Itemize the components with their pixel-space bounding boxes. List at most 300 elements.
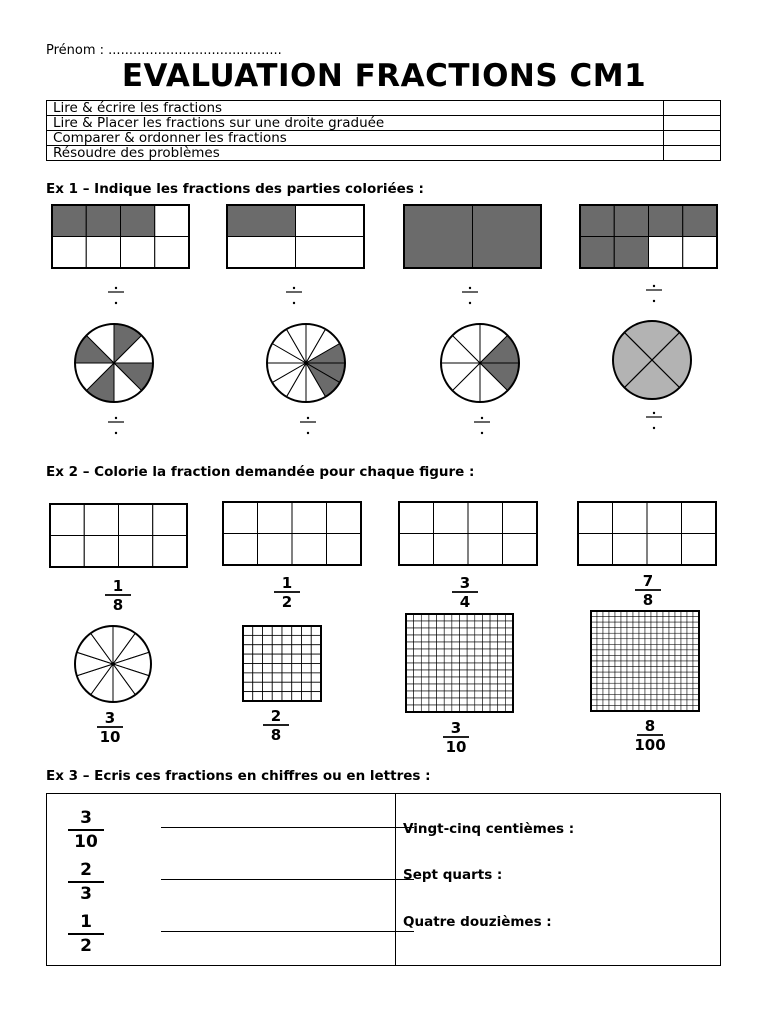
grid-cell (597, 622, 603, 628)
skill-row (47, 146, 721, 161)
skill-label: Lire & écrire les fractions (47, 101, 664, 116)
grid-cell (437, 635, 445, 642)
numerator: 1 (112, 577, 124, 595)
grid-cell (253, 673, 263, 682)
grid-cell (434, 534, 469, 566)
grid-cell (263, 664, 273, 673)
grid-cell (475, 705, 483, 712)
grid-cell (663, 661, 669, 667)
grid-cell (444, 698, 452, 705)
grid-cell (597, 633, 603, 639)
score-cell[interactable] (664, 131, 721, 146)
grid-cell (452, 649, 460, 656)
grid-cell (597, 644, 603, 650)
grid-cell (647, 502, 682, 534)
fraction-label (634, 717, 665, 754)
ex1-rectangle (227, 205, 364, 268)
grid-cell (490, 691, 498, 698)
grid-cell (498, 642, 506, 649)
grid-cell (505, 677, 513, 684)
ex2-grid-small (243, 626, 321, 701)
fraction-label (274, 574, 300, 611)
grid-cell (683, 237, 717, 269)
numerator: 8 (644, 717, 656, 735)
grid-cell (687, 622, 693, 628)
grid-cell (603, 617, 609, 623)
grid-cell (621, 617, 627, 623)
grid-cell (633, 633, 639, 639)
grid-cell (475, 698, 483, 705)
grid-cell (421, 614, 429, 621)
grid-cell (272, 654, 282, 663)
grid-cell (614, 205, 648, 237)
grid-cell (282, 645, 292, 654)
grid-cell (663, 678, 669, 684)
grid-cell (639, 694, 645, 700)
grid-cell (467, 621, 475, 628)
grid-cell (663, 622, 669, 628)
ex1-figures (0, 195, 768, 455)
grid-cell (243, 645, 253, 654)
grid-cell (243, 673, 253, 682)
grid-cell (669, 644, 675, 650)
denominator-dot (653, 427, 655, 429)
grid-cell (467, 649, 475, 656)
grid-cell (615, 683, 621, 689)
grid-cell (243, 664, 253, 673)
grid-cell (505, 621, 513, 628)
grid-cell (651, 655, 657, 661)
grid-cell (467, 628, 475, 635)
grid-cell (657, 644, 663, 650)
grid-cell (615, 650, 621, 656)
grid-cell (578, 534, 613, 566)
grid-cell (468, 534, 503, 566)
grid-cell (227, 237, 296, 269)
ex3-heading: Ex 3 – Ecris ces fractions en chiffres ou en lettres : (46, 768, 431, 784)
grid-cell (597, 689, 603, 695)
grid-cell (498, 614, 506, 621)
grid-cell (615, 639, 621, 645)
grid-cell (687, 639, 693, 645)
grid-cell (627, 628, 633, 634)
score-cell[interactable] (664, 146, 721, 161)
grid-cell (292, 664, 302, 673)
grid-cell (663, 628, 669, 634)
score-cell[interactable] (664, 101, 721, 116)
grid-cell (253, 682, 263, 691)
grid-cell (467, 670, 475, 677)
grid-cell (681, 700, 687, 706)
grid-cell (296, 237, 365, 269)
grid-cell (505, 691, 513, 698)
grid-cell (645, 667, 651, 673)
grid-cell (639, 683, 645, 689)
grid-cell (651, 650, 657, 656)
grid-cell (663, 644, 669, 650)
answer-blank (646, 412, 662, 429)
grid-cell (406, 614, 414, 621)
grid-cell (121, 237, 155, 269)
grid-cell (639, 633, 645, 639)
grid-cell (452, 642, 460, 649)
grid-cell (615, 689, 621, 695)
grid-cell (490, 628, 498, 635)
grid-cell (467, 642, 475, 649)
numerator-dot (115, 417, 117, 419)
grid-cell (657, 661, 663, 667)
grid-cell (687, 661, 693, 667)
grid-cell (687, 678, 693, 684)
grid-cell (452, 705, 460, 712)
grid-cell (597, 700, 603, 706)
grid-cell (645, 661, 651, 667)
denominator: 8 (642, 591, 654, 609)
numerator: 1 (281, 574, 293, 592)
ex1-heading: Ex 1 – Indique les fractions des parties coloriées : (46, 181, 424, 197)
grid-cell (460, 705, 468, 712)
grid-cell (645, 639, 651, 645)
grid-cell (597, 672, 603, 678)
grid-cell (651, 617, 657, 623)
grid-cell (639, 628, 645, 634)
grid-cell (429, 656, 437, 663)
ex3-fraction (68, 809, 104, 852)
grid-cell (615, 617, 621, 623)
grid-cell (50, 504, 84, 536)
grid-cell (597, 678, 603, 684)
fraction-label (443, 719, 469, 756)
ex1-rectangle (52, 205, 189, 268)
grid-cell (490, 621, 498, 628)
grid-cell (681, 661, 687, 667)
grid-cell (651, 667, 657, 673)
grid-cell (609, 694, 615, 700)
grid-cell (651, 700, 657, 706)
grid-cell (669, 683, 675, 689)
grid-cell (649, 237, 683, 269)
grid-cell (505, 642, 513, 649)
grid-cell (627, 633, 633, 639)
denominator-dot (293, 302, 295, 304)
grid-cell (475, 663, 483, 670)
grid-cell (119, 504, 153, 536)
grid-cell (627, 650, 633, 656)
grid-cell (498, 628, 506, 635)
skill-label: Lire & Placer les fractions sur une droite graduée (47, 116, 664, 131)
denominator-dot (115, 432, 117, 434)
grid-cell (429, 705, 437, 712)
grid-cell (681, 628, 687, 634)
grid-cell (467, 663, 475, 670)
grid-cell (468, 502, 503, 534)
grid-cell (263, 645, 273, 654)
grid-cell (669, 639, 675, 645)
grid-cell (645, 655, 651, 661)
denominator-dot (469, 302, 471, 304)
grid-cell (633, 617, 639, 623)
grid-cell (609, 655, 615, 661)
grid-cell (253, 664, 263, 673)
grid-cell (406, 677, 414, 684)
grid-cell (645, 622, 651, 628)
grid-cell (444, 614, 452, 621)
grid-cell (681, 655, 687, 661)
grid-cell (429, 663, 437, 670)
answer-line[interactable] (161, 879, 414, 880)
grid-cell (429, 635, 437, 642)
grid-cell (460, 684, 468, 691)
grid-cell (482, 677, 490, 684)
grid-cell (444, 642, 452, 649)
grid-cell (675, 678, 681, 684)
numerator: 3 (80, 808, 92, 828)
answer-blank (462, 287, 478, 304)
grid-cell (437, 649, 445, 656)
grid-cell (282, 692, 292, 701)
grid-cell (649, 205, 683, 237)
answer-blank (286, 287, 302, 304)
fraction-label (263, 707, 289, 744)
grid-cell (444, 684, 452, 691)
grid-cell (505, 614, 513, 621)
grid-cell (621, 683, 627, 689)
grid-cell (490, 663, 498, 670)
grid-cell (663, 689, 669, 695)
numerator: 3 (450, 719, 462, 737)
grid-cell (452, 670, 460, 677)
grid-cell (633, 628, 639, 634)
grid-cell (282, 635, 292, 644)
grid-cell (475, 614, 483, 621)
grid-cell (647, 534, 682, 566)
grid-cell (505, 684, 513, 691)
grid-cell (243, 626, 253, 635)
grid-cell (505, 670, 513, 677)
grid-cell (580, 205, 614, 237)
grid-cell (414, 656, 422, 663)
grid-cell (621, 628, 627, 634)
ex1-rectangle (580, 205, 717, 268)
grid-cell (258, 534, 293, 566)
grid-cell (633, 661, 639, 667)
grid-cell (675, 617, 681, 623)
grid-cell (503, 502, 538, 534)
grid-cell (302, 645, 312, 654)
grid-cell (597, 683, 603, 689)
grid-cell (311, 626, 321, 635)
grid-cell (444, 670, 452, 677)
grid-cell (627, 644, 633, 650)
grid-cell (609, 633, 615, 639)
grid-cell (460, 628, 468, 635)
grid-cell (681, 683, 687, 689)
grid-cell (475, 642, 483, 649)
grid-cell (639, 678, 645, 684)
grid-cell (657, 678, 663, 684)
grid-cell (263, 682, 273, 691)
grid-cell (482, 628, 490, 635)
grid-cell (86, 237, 120, 269)
grid-cell (633, 650, 639, 656)
ex1-circle (267, 324, 345, 402)
grid-cell (437, 628, 445, 635)
grid-cell (645, 689, 651, 695)
grid-cell (627, 694, 633, 700)
grid-cell (253, 626, 263, 635)
grid-cell (460, 691, 468, 698)
grid-cell (490, 684, 498, 691)
answer-line[interactable] (161, 827, 414, 828)
grid-cell (627, 689, 633, 695)
fraction-label (635, 572, 661, 609)
grid-cell (263, 635, 273, 644)
grid-cell (505, 649, 513, 656)
grid-cell (645, 644, 651, 650)
grid-cell (444, 663, 452, 670)
grid-cell (597, 661, 603, 667)
grid-cell (327, 502, 362, 534)
grid-cell (406, 705, 414, 712)
grid-cell (421, 684, 429, 691)
grid-cell (292, 502, 327, 534)
grid-cell (633, 683, 639, 689)
grid-cell (253, 654, 263, 663)
grid-cell (639, 700, 645, 706)
grid-cell (263, 692, 273, 701)
grid-cell (243, 692, 253, 701)
grid-cell (615, 672, 621, 678)
grid-cell (687, 628, 693, 634)
ex1-circle (75, 324, 153, 402)
grid-cell (651, 672, 657, 678)
grid-cell (621, 639, 627, 645)
grid-cell (597, 639, 603, 645)
grid-cell (467, 698, 475, 705)
grid-cell (452, 684, 460, 691)
grid-cell (613, 534, 648, 566)
grid-cell (657, 639, 663, 645)
grid-cell (292, 682, 302, 691)
grid-cell (421, 677, 429, 684)
score-cell[interactable] (664, 116, 721, 131)
grid-cell (615, 644, 621, 650)
grid-cell (505, 705, 513, 712)
grid-cell (657, 667, 663, 673)
grid-cell (490, 649, 498, 656)
grid-cell (578, 502, 613, 534)
grid-cell (657, 628, 663, 634)
grid-cell (597, 694, 603, 700)
grid-cell (621, 694, 627, 700)
grid-cell (683, 205, 717, 237)
grid-cell (675, 650, 681, 656)
grid-cell (444, 691, 452, 698)
grid-cell (437, 684, 445, 691)
grid-cell (615, 700, 621, 706)
grid-cell (452, 656, 460, 663)
grid-cell (603, 644, 609, 650)
grid-cell (669, 672, 675, 678)
grid-cell (272, 673, 282, 682)
grid-cell (505, 698, 513, 705)
grid-cell (498, 649, 506, 656)
grid-cell (460, 642, 468, 649)
denominator-dot (481, 432, 483, 434)
grid-cell (603, 633, 609, 639)
grid-cell (681, 639, 687, 645)
grid-cell (675, 633, 681, 639)
grid-cell (633, 644, 639, 650)
grid-cell (475, 621, 483, 628)
denominator: 8 (270, 726, 282, 744)
ex2-figures (0, 490, 768, 770)
grid-cell (621, 644, 627, 650)
grid-cell (460, 698, 468, 705)
grid-cell (272, 664, 282, 673)
numerator-dot (293, 287, 295, 289)
grid-cell (681, 644, 687, 650)
grid-cell (627, 661, 633, 667)
grid-cell (687, 700, 693, 706)
grid-cell (663, 650, 669, 656)
grid-cell (482, 691, 490, 698)
grid-cell (681, 678, 687, 684)
grid-cell (505, 635, 513, 642)
grid-cell (603, 689, 609, 695)
grid-cell (414, 677, 422, 684)
grid-cell (292, 673, 302, 682)
grid-cell (406, 635, 414, 642)
grid-cell (498, 698, 506, 705)
numerator: 1 (80, 912, 92, 932)
grid-cell (669, 678, 675, 684)
numerator: 3 (459, 574, 471, 592)
grid-cell (498, 705, 506, 712)
ex3-prompt: Sept quarts : (403, 867, 503, 883)
grid-cell (467, 614, 475, 621)
grid-cell (490, 614, 498, 621)
grid-cell (311, 664, 321, 673)
grid-cell (681, 694, 687, 700)
numerator: 7 (642, 572, 654, 590)
answer-line[interactable] (161, 931, 414, 932)
grid-cell (460, 656, 468, 663)
grid-cell (414, 614, 422, 621)
grid-cell (292, 534, 327, 566)
grid-cell (687, 617, 693, 623)
grid-cell (475, 677, 483, 684)
grid-cell (406, 684, 414, 691)
denominator: 10 (74, 832, 98, 852)
grid-cell (681, 617, 687, 623)
grid-cell (452, 628, 460, 635)
grid-cell (311, 645, 321, 654)
grid-cell (627, 667, 633, 673)
grid-cell (475, 656, 483, 663)
grid-cell (327, 534, 362, 566)
grid-cell (657, 672, 663, 678)
grid-cell (687, 650, 693, 656)
grid-cell (633, 667, 639, 673)
grid-cell (609, 628, 615, 634)
grid-cell (421, 621, 429, 628)
grid-cell (657, 622, 663, 628)
grid-cell (272, 692, 282, 701)
answer-blank (108, 287, 124, 304)
grid-cell (490, 635, 498, 642)
numerator-dot (469, 287, 471, 289)
